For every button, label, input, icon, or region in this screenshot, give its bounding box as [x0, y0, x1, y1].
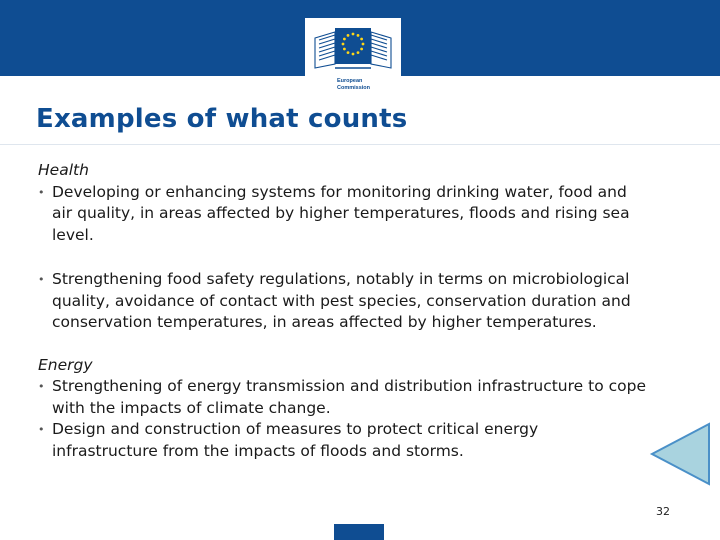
list-item [38, 419, 648, 462]
european-commission-logo [305, 18, 401, 98]
page-number: 32 [656, 505, 670, 518]
bullet-text: Developing or enhancing systems for monitoring drinking water, food and air quality, in areas affected by higher temperatures, floods and rising sea level. [52, 182, 630, 244]
list-item [38, 376, 648, 419]
bullet-text: Strengthening food safety regulations, notably in terms on microbiological quality, avoidance of contact with pest species, conservation duration and conservation temperatures, in areas affected by higher temperatures. [52, 270, 631, 331]
list-item [38, 182, 648, 247]
slide-content [38, 160, 648, 462]
triangle-left-icon[interactable] [647, 420, 713, 488]
bullet-icon: • [38, 380, 45, 393]
bullet-icon: • [38, 273, 45, 286]
bullet-text: Strengthening of energy transmission and distribution infrastructure to cope with the impacts of climate change. [52, 377, 646, 417]
section-heading-energy: Energy [38, 355, 93, 374]
logo-line-european: European [337, 78, 363, 84]
bullet-icon: • [38, 423, 45, 436]
logo-building-graphic [305, 18, 401, 80]
title-divider [0, 144, 720, 145]
section-heading-health: Health [38, 161, 89, 179]
slide-title: Examples of what counts [36, 104, 408, 134]
footer-tab [334, 524, 384, 540]
logo-line-commission: Commission [337, 85, 371, 91]
bullet-text: Design and construction of measures to protect critical energy infrastructure from the impacts of floods and storms. [52, 420, 539, 460]
list-item [38, 269, 648, 334]
bullet-icon: • [38, 185, 45, 199]
logo-text [337, 78, 370, 92]
